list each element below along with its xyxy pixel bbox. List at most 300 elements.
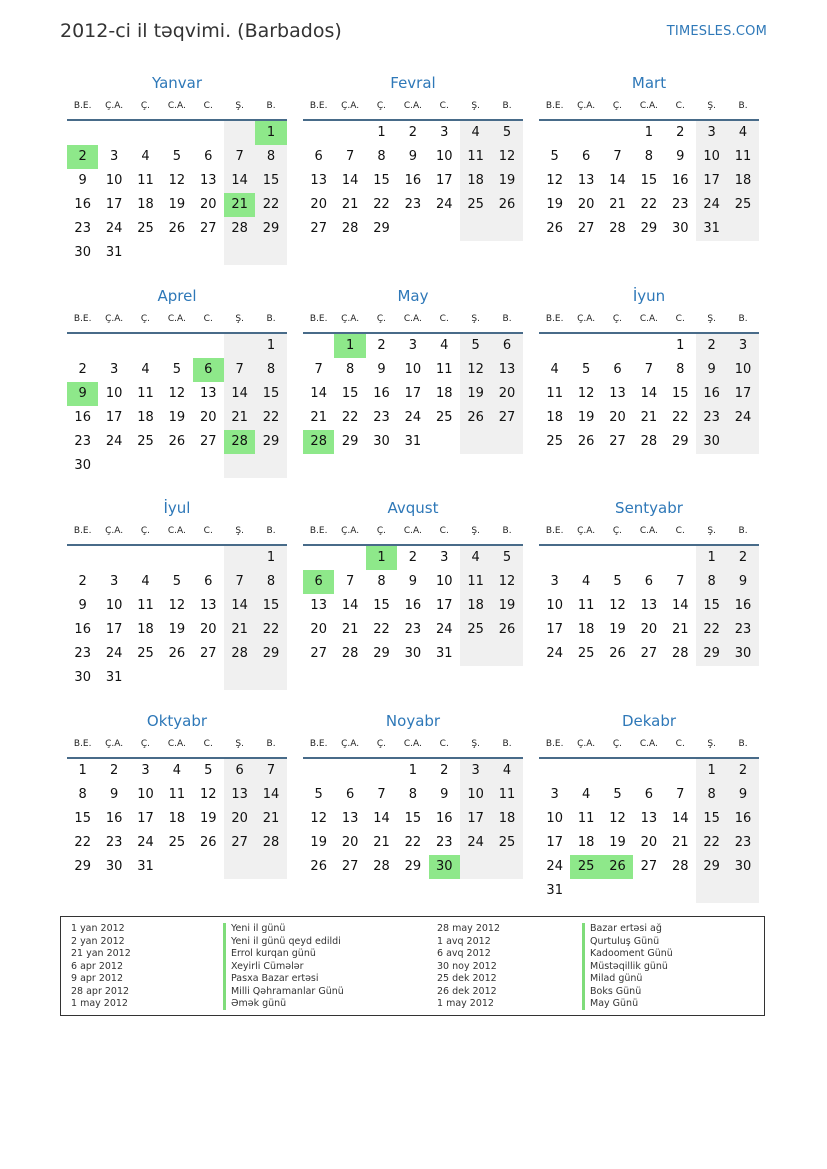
day-cell[interactable]: 3 [408, 338, 417, 353]
day-cell[interactable]: 27 [199, 646, 217, 661]
day-cell[interactable]: 3 [109, 149, 119, 164]
day-cell[interactable]: 30 [696, 430, 727, 454]
day-cell[interactable]: 30 [74, 670, 91, 685]
day-cell[interactable]: 10 [435, 149, 453, 164]
day-cell[interactable]: 1 [255, 546, 286, 570]
day-cell[interactable]: 14 [224, 594, 255, 618]
day-cell[interactable]: 12 [310, 811, 327, 826]
day-cell[interactable]: 25 [727, 193, 758, 217]
day-cell[interactable]: 9 [408, 574, 417, 589]
day-cell[interactable]: 4 [141, 362, 150, 377]
day-cell[interactable]: 5 [613, 574, 622, 589]
day-cell[interactable]: 22 [255, 193, 286, 217]
day-cell[interactable]: 15 [255, 594, 286, 618]
day-cell[interactable]: 10 [105, 173, 123, 188]
day-cell[interactable]: 31 [435, 646, 453, 661]
day-cell[interactable]: 2 [78, 574, 87, 589]
day-cell[interactable]: 16 [727, 594, 758, 618]
day-cell[interactable]: 28 [255, 831, 286, 855]
day-cell[interactable]: 4 [440, 338, 449, 353]
day-cell[interactable]: 7 [255, 759, 286, 783]
day-cell[interactable]: 29 [373, 221, 390, 236]
day-cell[interactable]: 17 [546, 835, 563, 850]
day-cell[interactable]: 2 [440, 763, 449, 778]
day-cell[interactable]: 30 [74, 458, 91, 473]
day-cell[interactable]: 20 [577, 197, 595, 212]
day-cell[interactable]: 3 [440, 125, 449, 140]
day-cell[interactable]: 4 [172, 763, 181, 778]
day-cell[interactable]: 18 [137, 622, 154, 637]
day-cell[interactable]: 27 [224, 831, 255, 855]
day-cell[interactable]: 29 [671, 434, 689, 449]
day-cell[interactable]: 9 [727, 570, 758, 594]
day-cell[interactable]: 7 [314, 362, 323, 377]
day-cell[interactable]: 26 [609, 646, 626, 661]
day-cell[interactable]: 13 [491, 358, 522, 382]
day-cell[interactable]: 5 [581, 362, 591, 377]
day-cell[interactable]: 2 [78, 362, 87, 377]
day-cell[interactable]: 5 [491, 546, 522, 570]
day-cell[interactable]: 15 [74, 811, 91, 826]
holiday-day-cell[interactable]: 9 [67, 382, 98, 406]
day-cell[interactable]: 24 [105, 221, 123, 236]
day-cell[interactable]: 23 [671, 197, 689, 212]
day-cell[interactable]: 9 [78, 598, 87, 613]
day-cell[interactable]: 24 [404, 410, 422, 425]
day-cell[interactable]: 18 [460, 169, 491, 193]
day-cell[interactable]: 23 [727, 618, 758, 642]
day-cell[interactable]: 27 [640, 646, 658, 661]
day-cell[interactable]: 5 [613, 787, 622, 802]
day-cell[interactable]: 16 [74, 410, 91, 425]
day-cell[interactable]: 13 [640, 598, 658, 613]
day-cell[interactable]: 9 [696, 358, 727, 382]
day-cell[interactable]: 23 [727, 831, 758, 855]
day-cell[interactable]: 24 [137, 835, 154, 850]
day-cell[interactable]: 10 [105, 598, 123, 613]
day-cell[interactable]: 19 [609, 622, 626, 637]
day-cell[interactable]: 7 [224, 358, 255, 382]
day-cell[interactable]: 30 [74, 245, 91, 260]
day-cell[interactable]: 15 [373, 598, 390, 613]
day-cell[interactable]: 4 [581, 574, 591, 589]
day-cell[interactable]: 29 [255, 642, 286, 666]
day-cell[interactable]: 25 [577, 646, 595, 661]
day-cell[interactable]: 11 [137, 598, 154, 613]
day-cell[interactable]: 11 [460, 570, 491, 594]
day-cell[interactable]: 29 [404, 859, 422, 874]
day-cell[interactable]: 16 [404, 173, 422, 188]
day-cell[interactable]: 5 [550, 149, 559, 164]
day-cell[interactable]: 13 [341, 811, 359, 826]
day-cell[interactable]: 25 [137, 434, 154, 449]
day-cell[interactable]: 12 [491, 570, 522, 594]
day-cell[interactable]: 5 [172, 149, 181, 164]
day-cell[interactable]: 23 [74, 221, 91, 236]
day-cell[interactable]: 11 [546, 386, 563, 401]
day-cell[interactable]: 22 [255, 406, 286, 430]
holiday-day-cell[interactable]: 21 [224, 193, 255, 217]
holiday-day-cell[interactable]: 1 [334, 334, 365, 358]
day-cell[interactable]: 5 [204, 763, 213, 778]
day-cell[interactable]: 5 [172, 574, 181, 589]
day-cell[interactable]: 5 [491, 121, 522, 145]
day-cell[interactable]: 1 [644, 125, 653, 140]
day-cell[interactable]: 4 [141, 149, 150, 164]
day-cell[interactable]: 24 [105, 646, 123, 661]
day-cell[interactable]: 12 [168, 173, 186, 188]
day-cell[interactable]: 27 [640, 859, 658, 874]
day-cell[interactable]: 16 [74, 197, 91, 212]
day-cell[interactable]: 8 [408, 787, 417, 802]
day-cell[interactable]: 13 [199, 173, 217, 188]
day-cell[interactable]: 12 [609, 811, 626, 826]
day-cell[interactable]: 17 [546, 622, 563, 637]
holiday-day-cell[interactable]: 2 [67, 145, 98, 169]
day-cell[interactable]: 24 [105, 434, 123, 449]
day-cell[interactable]: 7 [644, 362, 653, 377]
day-cell[interactable]: 20 [640, 835, 658, 850]
day-cell[interactable]: 15 [671, 386, 689, 401]
day-cell[interactable]: 21 [255, 807, 286, 831]
day-cell[interactable]: 26 [546, 221, 563, 236]
day-cell[interactable]: 18 [460, 594, 491, 618]
day-cell[interactable]: 14 [373, 811, 390, 826]
day-cell[interactable]: 1 [78, 763, 87, 778]
day-cell[interactable]: 14 [255, 783, 286, 807]
day-cell[interactable]: 7 [377, 787, 386, 802]
day-cell[interactable]: 9 [377, 362, 386, 377]
day-cell[interactable]: 27 [310, 221, 327, 236]
day-cell[interactable]: 21 [609, 197, 626, 212]
day-cell[interactable]: 6 [581, 149, 591, 164]
day-cell[interactable]: 3 [141, 763, 150, 778]
day-cell[interactable]: 30 [105, 859, 123, 874]
day-cell[interactable]: 21 [640, 410, 658, 425]
day-cell[interactable]: 29 [341, 434, 359, 449]
day-cell[interactable]: 7 [676, 787, 685, 802]
day-cell[interactable]: 19 [491, 169, 522, 193]
day-cell[interactable]: 18 [137, 197, 154, 212]
day-cell[interactable]: 9 [727, 783, 758, 807]
day-cell[interactable]: 3 [440, 550, 449, 565]
day-cell[interactable]: 4 [460, 546, 491, 570]
day-cell[interactable]: 26 [577, 434, 595, 449]
day-cell[interactable]: 29 [640, 221, 658, 236]
day-cell[interactable]: 22 [671, 410, 689, 425]
day-cell[interactable]: 13 [310, 598, 327, 613]
day-cell[interactable]: 3 [109, 362, 119, 377]
day-cell[interactable]: 8 [696, 783, 727, 807]
holiday-day-cell[interactable]: 6 [193, 358, 224, 382]
day-cell[interactable]: 25 [435, 410, 453, 425]
day-cell[interactable]: 27 [491, 406, 522, 430]
day-cell[interactable]: 19 [546, 197, 563, 212]
day-cell[interactable]: 26 [168, 221, 186, 236]
day-cell[interactable]: 8 [377, 574, 386, 589]
day-cell[interactable]: 28 [609, 221, 626, 236]
day-cell[interactable]: 1 [408, 763, 417, 778]
day-cell[interactable]: 1 [676, 338, 685, 353]
day-cell[interactable]: 29 [74, 859, 91, 874]
day-cell[interactable]: 18 [137, 410, 154, 425]
day-cell[interactable]: 18 [546, 410, 563, 425]
day-cell[interactable]: 14 [341, 598, 359, 613]
day-cell[interactable]: 30 [727, 642, 758, 666]
day-cell[interactable]: 22 [74, 835, 91, 850]
day-cell[interactable]: 15 [696, 807, 727, 831]
day-cell[interactable]: 21 [310, 410, 327, 425]
day-cell[interactable]: 25 [546, 434, 563, 449]
day-cell[interactable]: 15 [640, 173, 658, 188]
day-cell[interactable]: 31 [137, 859, 154, 874]
day-cell[interactable]: 19 [460, 382, 491, 406]
day-cell[interactable]: 8 [676, 362, 685, 377]
day-cell[interactable]: 8 [377, 149, 386, 164]
day-cell[interactable]: 16 [671, 173, 689, 188]
day-cell[interactable]: 11 [460, 145, 491, 169]
day-cell[interactable]: 13 [310, 173, 327, 188]
day-cell[interactable]: 26 [168, 434, 186, 449]
day-cell[interactable]: 11 [435, 362, 453, 377]
day-cell[interactable]: 2 [696, 334, 727, 358]
day-cell[interactable]: 22 [341, 410, 359, 425]
day-cell[interactable]: 24 [460, 831, 491, 855]
day-cell[interactable]: 16 [404, 598, 422, 613]
day-cell[interactable]: 17 [105, 410, 123, 425]
day-cell[interactable]: 31 [105, 245, 123, 260]
day-cell[interactable]: 26 [199, 835, 217, 850]
day-cell[interactable]: 17 [696, 169, 727, 193]
day-cell[interactable]: 20 [310, 622, 327, 637]
day-cell[interactable]: 20 [310, 197, 327, 212]
day-cell[interactable]: 9 [440, 787, 449, 802]
day-cell[interactable]: 28 [373, 859, 390, 874]
day-cell[interactable]: 14 [609, 173, 626, 188]
day-cell[interactable]: 3 [109, 574, 119, 589]
day-cell[interactable]: 20 [199, 622, 217, 637]
holiday-day-cell[interactable]: 28 [224, 430, 255, 454]
day-cell[interactable]: 13 [199, 386, 217, 401]
day-cell[interactable]: 30 [671, 221, 689, 236]
day-cell[interactable]: 23 [404, 197, 422, 212]
day-cell[interactable]: 24 [546, 646, 563, 661]
day-cell[interactable]: 11 [137, 386, 154, 401]
day-cell[interactable]: 31 [404, 434, 422, 449]
day-cell[interactable]: 6 [345, 787, 355, 802]
day-cell[interactable]: 24 [435, 197, 453, 212]
day-cell[interactable]: 30 [404, 646, 422, 661]
day-cell[interactable]: 6 [314, 149, 323, 164]
day-cell[interactable]: 14 [341, 173, 359, 188]
day-cell[interactable]: 2 [109, 763, 119, 778]
day-cell[interactable]: 31 [546, 883, 563, 898]
day-cell[interactable]: 8 [644, 149, 653, 164]
day-cell[interactable]: 7 [676, 574, 685, 589]
day-cell[interactable]: 10 [137, 787, 154, 802]
holiday-day-cell[interactable]: 25 [570, 855, 601, 879]
day-cell[interactable]: 11 [168, 787, 186, 802]
day-cell[interactable]: 1 [696, 546, 727, 570]
day-cell[interactable]: 15 [255, 382, 286, 406]
day-cell[interactable]: 23 [74, 646, 91, 661]
day-cell[interactable]: 23 [435, 835, 453, 850]
day-cell[interactable]: 9 [109, 787, 119, 802]
day-cell[interactable]: 20 [341, 835, 359, 850]
day-cell[interactable]: 25 [137, 646, 154, 661]
day-cell[interactable]: 29 [696, 642, 727, 666]
day-cell[interactable]: 3 [550, 574, 559, 589]
day-cell[interactable]: 28 [341, 221, 359, 236]
day-cell[interactable]: 4 [460, 121, 491, 145]
day-cell[interactable]: 27 [199, 221, 217, 236]
day-cell[interactable]: 28 [341, 646, 359, 661]
day-cell[interactable]: 3 [727, 334, 758, 358]
day-cell[interactable]: 19 [168, 622, 186, 637]
day-cell[interactable]: 29 [373, 646, 390, 661]
day-cell[interactable]: 12 [168, 386, 186, 401]
day-cell[interactable]: 14 [224, 382, 255, 406]
day-cell[interactable]: 10 [105, 386, 123, 401]
day-cell[interactable]: 21 [224, 618, 255, 642]
day-cell[interactable]: 26 [491, 193, 522, 217]
day-cell[interactable]: 6 [204, 574, 213, 589]
day-cell[interactable]: 25 [460, 193, 491, 217]
day-cell[interactable]: 20 [640, 622, 658, 637]
day-cell[interactable]: 18 [435, 386, 453, 401]
day-cell[interactable]: 14 [224, 169, 255, 193]
day-cell[interactable]: 3 [696, 121, 727, 145]
holiday-day-cell[interactable]: 6 [303, 570, 334, 594]
day-cell[interactable]: 7 [224, 570, 255, 594]
day-cell[interactable]: 18 [577, 622, 595, 637]
day-cell[interactable]: 19 [199, 811, 217, 826]
holiday-day-cell[interactable]: 1 [366, 546, 397, 570]
day-cell[interactable]: 28 [671, 646, 689, 661]
day-cell[interactable]: 9 [78, 173, 87, 188]
day-cell[interactable]: 16 [105, 811, 123, 826]
day-cell[interactable]: 14 [310, 386, 327, 401]
day-cell[interactable]: 7 [613, 149, 622, 164]
day-cell[interactable]: 16 [696, 382, 727, 406]
day-cell[interactable]: 17 [727, 382, 758, 406]
day-cell[interactable]: 2 [727, 546, 758, 570]
day-cell[interactable]: 15 [404, 811, 422, 826]
day-cell[interactable]: 20 [199, 197, 217, 212]
day-cell[interactable]: 15 [373, 173, 390, 188]
day-cell[interactable]: 13 [577, 173, 595, 188]
day-cell[interactable]: 28 [671, 859, 689, 874]
day-cell[interactable]: 14 [640, 386, 658, 401]
day-cell[interactable]: 31 [696, 217, 727, 241]
day-cell[interactable]: 19 [577, 410, 595, 425]
day-cell[interactable]: 8 [255, 570, 286, 594]
day-cell[interactable]: 12 [199, 787, 217, 802]
day-cell[interactable]: 12 [491, 145, 522, 169]
day-cell[interactable]: 6 [224, 759, 255, 783]
day-cell[interactable]: 4 [581, 787, 591, 802]
day-cell[interactable]: 7 [345, 574, 355, 589]
day-cell[interactable]: 11 [491, 783, 522, 807]
day-cell[interactable]: 24 [696, 193, 727, 217]
day-cell[interactable]: 20 [491, 382, 522, 406]
day-cell[interactable]: 26 [491, 618, 522, 642]
day-cell[interactable]: 15 [696, 594, 727, 618]
day-cell[interactable]: 19 [491, 594, 522, 618]
day-cell[interactable]: 13 [224, 783, 255, 807]
day-cell[interactable]: 20 [609, 410, 626, 425]
day-cell[interactable]: 19 [609, 835, 626, 850]
day-cell[interactable]: 19 [310, 835, 327, 850]
day-cell[interactable]: 13 [199, 598, 217, 613]
day-cell[interactable]: 12 [168, 598, 186, 613]
day-cell[interactable]: 25 [137, 221, 154, 236]
day-cell[interactable]: 23 [74, 434, 91, 449]
day-cell[interactable]: 22 [640, 197, 658, 212]
day-cell[interactable]: 8 [696, 570, 727, 594]
day-cell[interactable]: 5 [314, 787, 323, 802]
day-cell[interactable]: 16 [373, 386, 390, 401]
day-cell[interactable]: 27 [310, 646, 327, 661]
day-cell[interactable]: 17 [105, 622, 123, 637]
day-cell[interactable]: 20 [224, 807, 255, 831]
holiday-day-cell[interactable]: 26 [602, 855, 633, 879]
day-cell[interactable]: 13 [609, 386, 626, 401]
day-cell[interactable]: 21 [671, 835, 689, 850]
day-cell[interactable]: 31 [105, 670, 123, 685]
day-cell[interactable]: 18 [727, 169, 758, 193]
day-cell[interactable]: 10 [546, 598, 563, 613]
day-cell[interactable]: 28 [224, 217, 255, 241]
day-cell[interactable]: 22 [696, 831, 727, 855]
day-cell[interactable]: 27 [341, 859, 359, 874]
day-cell[interactable]: 27 [199, 434, 217, 449]
holiday-day-cell[interactable]: 28 [303, 430, 334, 454]
day-cell[interactable]: 8 [255, 145, 286, 169]
day-cell[interactable]: 22 [404, 835, 422, 850]
day-cell[interactable]: 10 [404, 362, 422, 377]
day-cell[interactable]: 25 [168, 835, 186, 850]
day-cell[interactable]: 23 [696, 406, 727, 430]
day-cell[interactable]: 12 [546, 173, 563, 188]
day-cell[interactable]: 18 [491, 807, 522, 831]
day-cell[interactable]: 19 [168, 197, 186, 212]
day-cell[interactable]: 4 [550, 362, 559, 377]
day-cell[interactable]: 11 [727, 145, 758, 169]
day-cell[interactable]: 1 [255, 334, 286, 358]
day-cell[interactable]: 8 [255, 358, 286, 382]
day-cell[interactable]: 10 [435, 574, 453, 589]
day-cell[interactable]: 24 [435, 622, 453, 637]
day-cell[interactable]: 17 [435, 598, 453, 613]
day-cell[interactable]: 12 [577, 386, 595, 401]
day-cell[interactable]: 2 [676, 125, 685, 140]
day-cell[interactable]: 15 [255, 169, 286, 193]
day-cell[interactable]: 5 [172, 362, 181, 377]
day-cell[interactable]: 2 [408, 125, 417, 140]
day-cell[interactable]: 28 [640, 434, 658, 449]
day-cell[interactable]: 22 [696, 618, 727, 642]
day-cell[interactable]: 11 [137, 173, 154, 188]
day-cell[interactable]: 6 [491, 334, 522, 358]
day-cell[interactable]: 10 [460, 783, 491, 807]
day-cell[interactable]: 5 [460, 334, 491, 358]
day-cell[interactable]: 3 [550, 787, 559, 802]
day-cell[interactable]: 24 [546, 859, 563, 874]
day-cell[interactable]: 30 [373, 434, 390, 449]
day-cell[interactable]: 10 [546, 811, 563, 826]
day-cell[interactable]: 26 [168, 646, 186, 661]
